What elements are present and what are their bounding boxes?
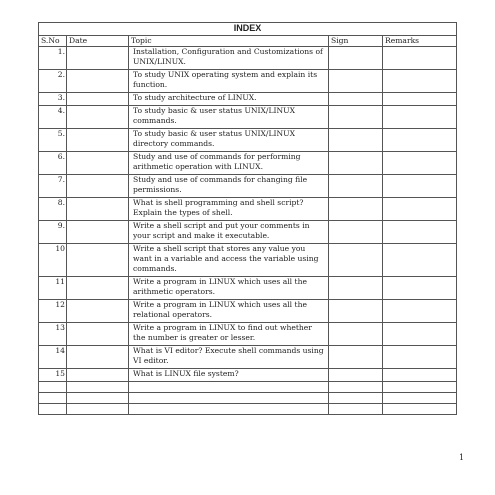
date-cell [67, 70, 129, 93]
sno-cell: 2. [39, 70, 67, 93]
blank-row [39, 382, 457, 393]
header-topic: Topic [129, 36, 329, 47]
header-remarks: Remarks [383, 36, 457, 47]
sno-cell: 6. [39, 152, 67, 175]
sign-cell [329, 198, 383, 221]
remarks-cell [383, 221, 457, 244]
topic-cell: Study and use of commands for changing file permissions. [129, 175, 329, 198]
sno-cell: 4. [39, 106, 67, 129]
table-row [39, 198, 457, 221]
header-sign: Sign [329, 36, 383, 47]
sno-cell: 1. [39, 47, 67, 70]
remarks-cell [383, 346, 457, 369]
date-cell [67, 300, 129, 323]
header-date: Date [67, 36, 129, 47]
remarks-cell [383, 369, 457, 382]
blank-cell [329, 382, 383, 393]
sign-cell [329, 300, 383, 323]
date-cell [67, 369, 129, 382]
remarks-cell [383, 152, 457, 175]
table-row [39, 93, 457, 106]
topic-cell: To study architecture of LINUX. [129, 93, 329, 106]
sign-cell [329, 93, 383, 106]
sign-cell [329, 129, 383, 152]
table-row [39, 346, 457, 369]
topic-cell: What is LINUX file system? [129, 369, 329, 382]
sign-cell [329, 152, 383, 175]
sno-cell: 14 [39, 346, 67, 369]
sno-cell: 5. [39, 129, 67, 152]
topic-cell: Write a shell script that stores any value you want in a variable and access the variable using commands. [129, 244, 329, 277]
table-row [39, 47, 457, 70]
topic-cell: Write a program in LINUX which uses all the arithmetic operators. [129, 277, 329, 300]
table-row [39, 244, 457, 277]
date-cell [67, 323, 129, 346]
table-row [39, 175, 457, 198]
date-cell [67, 152, 129, 175]
blank-cell [67, 404, 129, 415]
page-number: 1 [459, 453, 465, 462]
sign-cell [329, 244, 383, 277]
remarks-cell [383, 129, 457, 152]
sign-cell [329, 175, 383, 198]
sno-cell: 11 [39, 277, 67, 300]
blank-cell [67, 382, 129, 393]
date-cell [67, 47, 129, 70]
blank-cell [39, 393, 67, 404]
blank-cell [39, 382, 67, 393]
remarks-cell [383, 277, 457, 300]
table-row [39, 369, 457, 382]
blank-cell [383, 404, 457, 415]
sign-cell [329, 221, 383, 244]
sign-cell [329, 323, 383, 346]
blank-cell [67, 393, 129, 404]
sno-cell: 9. [39, 221, 67, 244]
header-sno: S.No [39, 36, 67, 47]
sign-cell [329, 369, 383, 382]
index-table [38, 22, 457, 415]
blank-cell [129, 404, 329, 415]
table-row [39, 152, 457, 175]
remarks-cell [383, 300, 457, 323]
sno-cell: 8. [39, 198, 67, 221]
date-cell [67, 106, 129, 129]
date-cell [67, 346, 129, 369]
remarks-cell [383, 323, 457, 346]
topic-cell: Write a shell script and put your comments in your script and make it executable. [129, 221, 329, 244]
sign-cell [329, 346, 383, 369]
remarks-cell [383, 106, 457, 129]
sno-cell: 3. [39, 93, 67, 106]
date-cell [67, 175, 129, 198]
table-row [39, 70, 457, 93]
table-row [39, 300, 457, 323]
remarks-cell [383, 47, 457, 70]
sno-cell: 10 [39, 244, 67, 277]
date-cell [67, 221, 129, 244]
blank-cell [129, 382, 329, 393]
sign-cell [329, 70, 383, 93]
topic-cell: To study basic & user status UNIX/LINUX directory commands. [129, 129, 329, 152]
remarks-cell [383, 93, 457, 106]
sign-cell [329, 106, 383, 129]
blank-cell [39, 404, 67, 415]
blank-cell [329, 393, 383, 404]
sno-cell: 13 [39, 323, 67, 346]
table-row [39, 221, 457, 244]
table-row [39, 323, 457, 346]
sno-cell: 7. [39, 175, 67, 198]
remarks-cell [383, 70, 457, 93]
topic-cell: Installation, Configuration and Customizations of UNIX/LINUX. [129, 47, 329, 70]
column-header-row [39, 36, 457, 47]
date-cell [67, 93, 129, 106]
topic-cell: To study basic & user status UNIX/LINUX commands. [129, 106, 329, 129]
index-title-row [39, 23, 457, 36]
remarks-cell [383, 244, 457, 277]
table-row [39, 277, 457, 300]
remarks-cell [383, 198, 457, 221]
topic-cell: What is VI editor? Execute shell commands using VI editor. [129, 346, 329, 369]
sign-cell [329, 277, 383, 300]
blank-cell [383, 382, 457, 393]
topic-cell: Study and use of commands for performing arithmetic operation with LINUX. [129, 152, 329, 175]
topic-cell: Write a program in LINUX to find out whether the number is greater or lesser. [129, 323, 329, 346]
table-row [39, 106, 457, 129]
topic-cell: What is shell programming and shell script? Explain the types of shell. [129, 198, 329, 221]
blank-row [39, 393, 457, 404]
date-cell [67, 277, 129, 300]
blank-row [39, 404, 457, 415]
table-row [39, 129, 457, 152]
sno-cell: 12 [39, 300, 67, 323]
sign-cell [329, 47, 383, 70]
date-cell [67, 244, 129, 277]
blank-cell [329, 404, 383, 415]
index-sheet [38, 22, 456, 415]
sno-cell: 15 [39, 369, 67, 382]
topic-cell: To study UNIX operating system and explain its function. [129, 70, 329, 93]
index-title: INDEX [39, 23, 457, 36]
date-cell [67, 129, 129, 152]
topic-cell: Write a program in LINUX which uses all the relational operators. [129, 300, 329, 323]
remarks-cell [383, 175, 457, 198]
date-cell [67, 198, 129, 221]
blank-cell [383, 393, 457, 404]
blank-cell [129, 393, 329, 404]
